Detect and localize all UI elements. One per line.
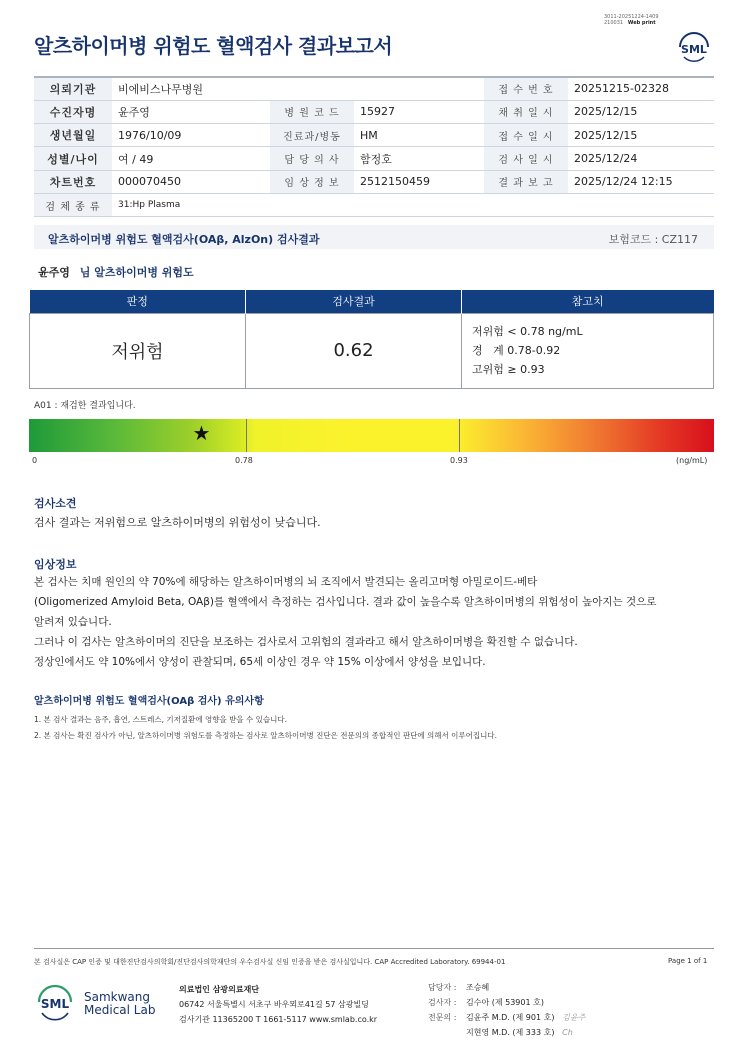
footer-divider	[34, 948, 714, 949]
specimen-label: 검 체 종 류	[34, 193, 112, 216]
staff-value: 김수아 (제 53901 호)	[466, 998, 544, 1007]
clinical-line: 알려져 있습니다.	[34, 616, 112, 628]
gauge-divider-high	[459, 419, 460, 452]
sml-logo-icon	[674, 25, 714, 65]
retest-note: A01 : 재검한 결과입니다.	[34, 401, 136, 411]
info-row	[34, 77, 714, 100]
document-code	[604, 14, 659, 26]
footer-logo-text: SML	[40, 997, 70, 1011]
info-row	[34, 124, 714, 147]
result-value: 0.62	[246, 313, 462, 388]
findings-text: 검사 결과는 저위험으로 알츠하이머병의 위험성이 낮습니다.	[34, 516, 321, 529]
result-marker-star-icon: ★	[192, 421, 211, 445]
info-value: 2025/12/24 12:15	[568, 170, 714, 193]
caution-item: 2. 본 검사는 확진 검사가 아닌, 알츠하이머병 위험도를 측정하는 검사로 알츠하이머병 진단은 전문의의 종합적인 판단에 의해서 이루어집니다.	[34, 731, 498, 740]
insurance-code: 보험코드 : CZ117	[608, 233, 698, 246]
signature-1: 김윤주	[562, 1013, 586, 1022]
code-line-2: 210031	[604, 20, 624, 26]
staff-info	[428, 980, 585, 1040]
staff-key: 검사자 :	[428, 998, 457, 1007]
signature-2: Ch	[562, 1028, 573, 1037]
info-label: 생년월일	[34, 124, 112, 147]
info-row	[34, 147, 714, 170]
info-value: 함정호	[354, 147, 484, 170]
staff-value: 조승혜	[466, 983, 490, 992]
patient-info-table	[34, 76, 714, 217]
info-label: 성별/나이	[34, 147, 112, 170]
patient-risk-heading	[38, 264, 194, 280]
info-value	[354, 77, 484, 100]
gauge-divider-low	[246, 419, 247, 452]
staff-key: 전문의 :	[428, 1013, 457, 1022]
page-number: Page 1 of 1	[668, 957, 708, 965]
info-label: 의뢰기관	[34, 77, 112, 100]
clinical-title: 임상정보	[34, 558, 77, 571]
info-row	[34, 193, 714, 216]
patient-risk-suffix: 님 알츠하이머병 위험도	[79, 266, 194, 279]
findings-title: 검사소견	[34, 497, 77, 510]
brand-line-1: Samkwang	[84, 990, 150, 1004]
gauge-tick-high: 0.93	[450, 456, 468, 465]
info-label: 접 수 번 호	[484, 77, 568, 100]
samkwang-logo-icon	[34, 980, 76, 1022]
cap-accreditation-note: 본 검사실은 CAP 인증 및 대한진단검사의학회/진단검사의학재단의 우수검사실 신임 인증을 받은 검사실입니다. CAP Accredited Laboratory. 69944-01	[34, 958, 506, 966]
info-label: 수진자명	[34, 100, 112, 123]
header-judgement: 판정	[30, 290, 246, 313]
patient-name: 윤주영	[38, 266, 70, 279]
section-title: 알츠하이머병 위험도 혈액검사(OAβ, AlzOn) 검사결과	[48, 233, 320, 246]
info-label: 진료과/병동	[270, 124, 354, 147]
info-value: 2025/12/15	[568, 100, 714, 123]
gauge-tick-low: 0.78	[235, 456, 253, 465]
cautions-title: 알츠하이머병 위험도 혈액검사(OAβ 검사) 유의사항	[34, 696, 264, 707]
info-value: 15927	[354, 100, 484, 123]
staff-key: 담당자 :	[428, 983, 457, 992]
organization-info	[179, 982, 377, 1027]
info-label: 차트번호	[34, 170, 112, 193]
gauge-unit: (ng/mL)	[676, 456, 708, 465]
info-value: 2512150459	[354, 170, 484, 193]
staff-value: 지현영 M.D. (제 333 호)	[466, 1028, 555, 1037]
info-value: 윤주영	[112, 100, 270, 123]
info-value: HM	[354, 124, 484, 147]
header-result: 검사결과	[246, 290, 462, 313]
info-row	[34, 170, 714, 193]
info-value: 000070450	[112, 170, 270, 193]
gauge-tick-0: 0	[32, 456, 38, 465]
info-label: 병 원 코 드	[270, 100, 354, 123]
risk-gauge	[29, 419, 714, 452]
info-label	[270, 77, 354, 100]
reference-border: 경 계 0.78-0.92	[472, 344, 561, 357]
info-row	[34, 100, 714, 123]
judgement-value: 저위험	[30, 313, 246, 388]
clinical-line: 그러나 이 검사는 알츠하이머의 진단을 보조하는 검사로서 고위험의 결과라고 해서 알츠하이머병을 확진할 수 없습니다.	[34, 636, 578, 648]
code-line-1: 3011-20251224-1409	[604, 14, 659, 20]
reference-low: 저위험 < 0.78 ng/mL	[472, 325, 583, 338]
result-section-bar	[34, 225, 714, 249]
clinical-line: (Oligomerized Amyloid Beta, OAβ)를 혈액에서 측정하는 검사입니다. 결과 값이 높을수록 알츠하이머병의 위험성이 높아지는 것으로	[34, 596, 657, 608]
info-label: 채 취 일 시	[484, 100, 568, 123]
cautions-list	[34, 712, 497, 744]
clinical-text	[34, 572, 724, 672]
brand-line-2: Medical Lab	[84, 1003, 156, 1017]
org-name: 의료법인 삼광의료재단	[179, 985, 260, 994]
info-label: 임 상 정 보	[270, 170, 354, 193]
staff-key	[428, 1025, 466, 1040]
info-value: 비에비스나무병원	[112, 77, 270, 100]
info-value: 2025/12/24	[568, 147, 714, 170]
info-value: 여 / 49	[112, 147, 270, 170]
brand-name	[84, 991, 155, 1017]
specimen-value: 31:Hp Plasma	[112, 193, 714, 216]
reference-values	[462, 313, 714, 388]
page-title: 알츠하이머병 위험도 혈액검사 결과보고서	[34, 34, 393, 58]
staff-value: 김윤주 M.D. (제 901 호)	[466, 1013, 555, 1022]
clinical-line: 정상인에서도 약 10%에서 양성이 관찰되며, 65세 이상인 경우 약 15% 이상에서 양성을 보입니다.	[34, 656, 486, 668]
info-value: 1976/10/09	[112, 124, 270, 147]
reference-high: 고위험 ≥ 0.93	[472, 363, 545, 376]
result-table	[29, 290, 714, 389]
org-contact: 검사기관 11365200 T 1661-5117 www.smlab.co.kr	[179, 1015, 378, 1024]
info-label: 결 과 보 고	[484, 170, 568, 193]
caution-item: 1. 본 검사 결과는 음주, 흡연, 스트레스, 기저질환에 영향을 받을 수 있습니다.	[34, 715, 288, 724]
org-address: 06742 서울특별시 서초구 바우뫼로41길 57 삼광빌딩	[179, 1000, 369, 1009]
logo-text: SML	[681, 43, 707, 56]
clinical-line: 본 검사는 치매 원인의 약 70%에 해당하는 알츠하이머병의 뇌 조직에서 발견되는 올리고머형 아밀로이드-베타	[34, 576, 538, 588]
info-label: 담 당 의 사	[270, 147, 354, 170]
header-reference: 참고치	[462, 290, 714, 313]
info-label: 접 수 일 시	[484, 124, 568, 147]
web-print-label: Web print	[627, 20, 656, 26]
info-label: 검 사 일 시	[484, 147, 568, 170]
info-value: 2025/12/15	[568, 124, 714, 147]
info-value: 20251215-02328	[568, 77, 714, 100]
